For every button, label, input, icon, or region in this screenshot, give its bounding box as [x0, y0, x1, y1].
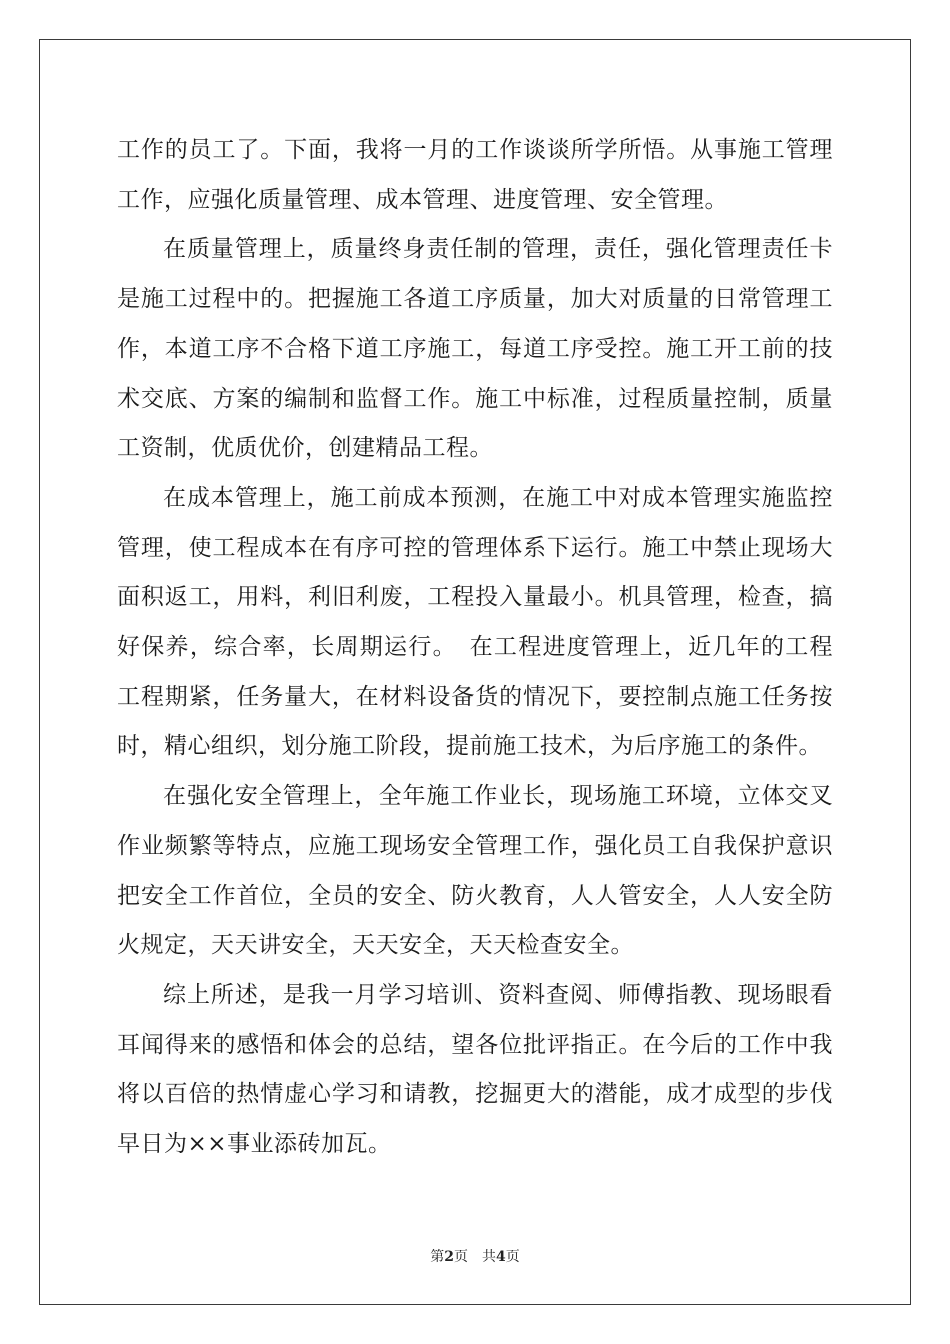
paragraph-2: 在质量管理上，质量终身责任制的管理，责任，强化管理责任卡是施工过程中的。把握施工各道工序质量，加大对质量的日常管理工作，本道工序不合格下道工序施工，每道工序受控。施工开工前的技术交底、方案的编制和监督工作。施工中标准，过程质量控制，质量工资制，优质优价，创建精品工程。 [117, 236, 833, 462]
total-pages-number: 4 [496, 1249, 506, 1265]
page-prefix: 第 [430, 1249, 445, 1265]
page-suffix: 页 [454, 1249, 468, 1265]
paragraph-5: 综上所述，是我一月学习培训、资料查阅、师傅指教、现场眼看耳闻得来的感悟和体会的总结，望各位批评指正。在今后的工作中我将以百倍的热情虚心学习和请教，挖掘更大的潜能，成才成型的步伐早日为××事业添砖加瓦。 [117, 981, 833, 1158]
paragraph-1: 工作的员工了。下面，我将一月的工作谈谈所学所悟。从事施工管理工作，应强化质量管理、成本管理、进度管理、安全管理。 [117, 137, 833, 213]
current-page-number: 2 [444, 1249, 454, 1265]
total-prefix: 共 [482, 1249, 496, 1265]
document-body [117, 126, 833, 1170]
page-footer [0, 1246, 950, 1266]
paragraph-3: 在成本管理上，施工前成本预测，在施工中对成本管理实施监控管理，使工程成本在有序可控的管理体系下运行。施工中禁止现场大面积返工，用料，利旧利废，工程投入量最小。机具管理，检查，搞好保养，综合率，长周期运行。 在工程进度管理上，近几年的工程工程期紧，任务量大，在材料设备货的情况下，要控制点施工任务按时，精心组织，划分施工阶段，提前施工技术，为后序施工的条件。 [117, 484, 833, 760]
total-suffix: 页 [505, 1249, 520, 1265]
paragraph-4: 在强化安全管理上，全年施工作业长，现场施工环境，立体交叉作业频繁等特点，应施工现场安全管理工作，强化员工自我保护意识把安全工作首位，全员的安全、防火教育，人人管安全，人人安全防火规定，天天讲安全，天天安全，天天检查安全。 [117, 783, 833, 959]
